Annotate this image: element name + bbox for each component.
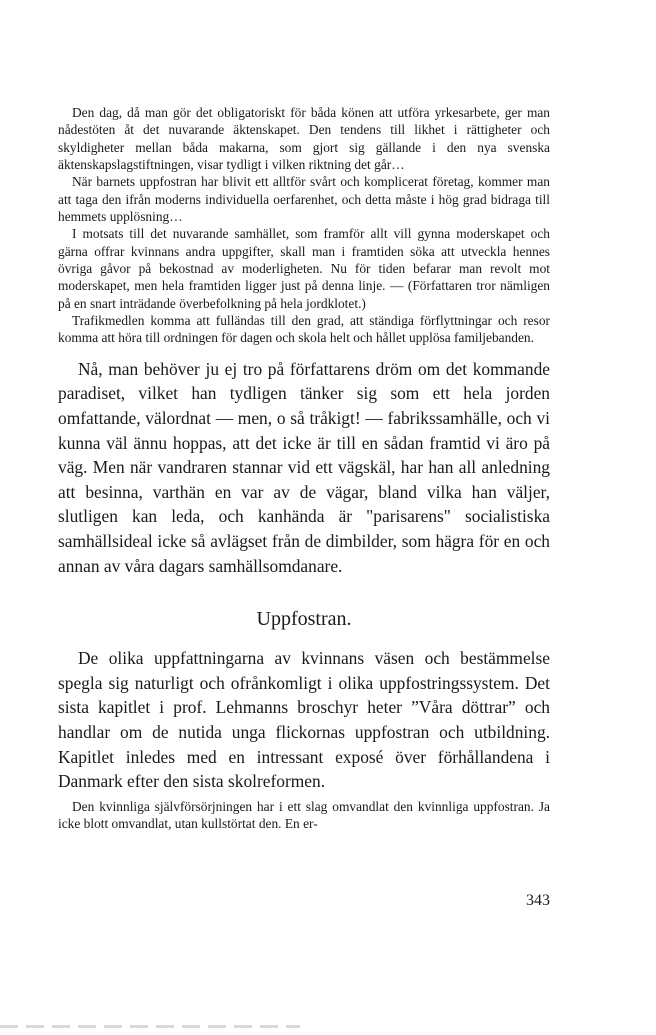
quote-paragraph-5: Den kvinnliga självförsörjningen har i ett slag omvandlat den kvinnliga uppfostran. Ja icke blott omvandlat, utan kullstörtat den. En er- <box>58 798 550 832</box>
quote-paragraph-2: När barnets uppfostran har blivit ett alltför svårt och komplicerat företag, kommer man att taga den ifrån moderns individuella oerfarenhet, och detta måste i hög grad bidraga till hemmets upplösning… <box>58 174 550 225</box>
page-body <box>58 96 550 832</box>
page-number: 343 <box>526 892 550 909</box>
body-block-1 <box>58 357 550 578</box>
quote-block <box>58 104 550 347</box>
body-block-2 <box>58 646 550 832</box>
quote-paragraph-3: I motsats till det nuvarande samhället, som framför allt vill gynna moderskapet och gärna offrar kvinnans andra uppgifter, skall man i framtiden söka att utveckla hennes övriga gåvor på bekostnad av moderligheten. Nu för tiden befarar man revolt mot moderskapet, men hela framtiden ligger just på denna linje. — (Författaren tror nämligen på en snart inträdande överbefolkning på hela jordklotet.) <box>58 226 550 311</box>
body-paragraph-2: De olika uppfattningarna av kvinnans väsen och bestämmelse spegla sig naturligt och ofrånkomligt i olika uppfostringssystem. Det sista kapitlet i prof. Lehmanns broschyr heter ”Våra döttrar” och handlar om de nutida unga flickornas uppfostran och utbildning. Kapitlet inledes med en intressant exposé över förhållandena i Danmark efter den sista skolreformen. <box>58 648 550 792</box>
scan-edge-mark <box>0 1025 300 1028</box>
quote-paragraph-4: Trafikmedlen komma att fulländas till den grad, att ständiga förflyttningar och resor komma att höra till ordningen för dagen och skola helt och hållet upplösa familjebanden. <box>58 313 550 346</box>
body-paragraph-1: Nå, man behöver ju ej tro på författarens dröm om det kommande paradiset, vilket han tydligen tänker sig som ett hela jorden omfattande, välordnat — men, o så tråkigt! — fabrikssamhälle, och vi kunna väl ännu hoppas, att det icke är till en sådan framtid vi äro på väg. Men när vandraren stannar vid ett vägskäl, har han all anledning att besinna, varthän en var av de vägar, bland vilka han väljer, slutligen kan leda, och kanhända är "parisarens" socialistiska samhällsideal icke så avlägset från de dimbilder, som hägra för en och annan av våra dagars samhällsomdanare. <box>58 358 550 576</box>
section-heading: Uppfostran. <box>256 608 352 631</box>
quote-paragraph-1: Den dag, då man gör det obligatoriskt för båda könen att utföra yrkesarbete, ger man nådestöten åt det nuvarande äktenskapet. Den tendens till likhet i rättigheter och skyldigheter mellan båda makarna, som gjort sig gällande i den nya svenska äktenskapslagstiftningen, visar tydligt i vilken riktning det går… <box>58 105 550 173</box>
